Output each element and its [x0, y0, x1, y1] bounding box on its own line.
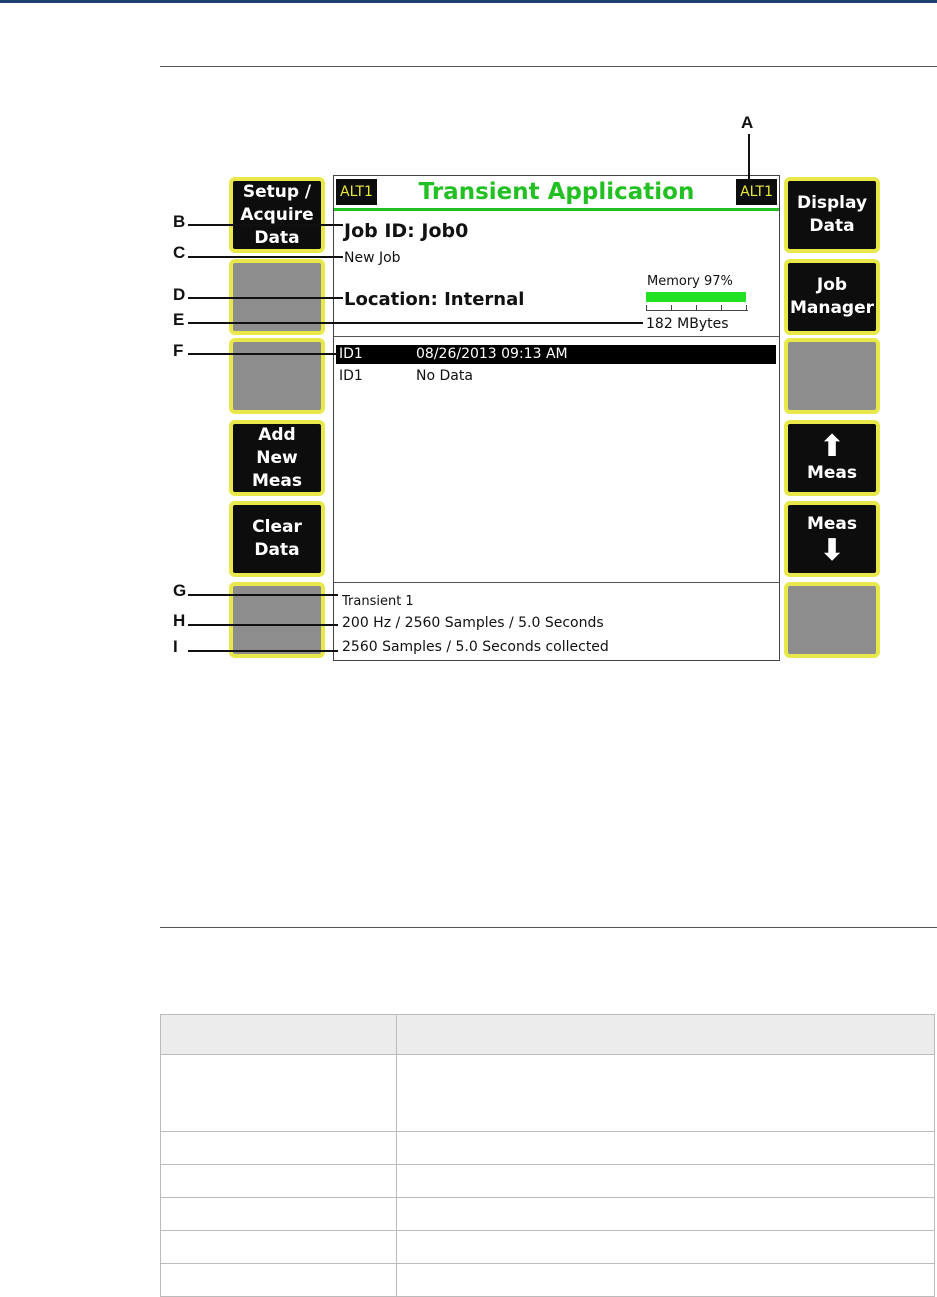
- callout-f: F: [173, 341, 184, 360]
- meas-up-key[interactable]: [784, 420, 880, 496]
- location: Location: Internal: [344, 289, 525, 310]
- key-label: Clear Data: [252, 517, 302, 560]
- display-data-key[interactable]: [784, 177, 880, 253]
- row-info: No Data: [416, 368, 473, 384]
- measurement-row-selected[interactable]: [336, 345, 776, 364]
- blank-right-key-6[interactable]: [784, 582, 880, 658]
- callout-d: D: [173, 285, 186, 304]
- callout-b: B: [173, 212, 186, 231]
- callout-d-line: [188, 297, 343, 299]
- callout-i-line: [188, 650, 338, 652]
- add-new-meas-key[interactable]: [229, 420, 325, 496]
- setup-acquire-data-key[interactable]: [229, 177, 325, 253]
- footer-divider: [334, 582, 779, 583]
- table-row: [161, 1264, 935, 1297]
- key-label: Add New Meas: [251, 424, 303, 491]
- clear-data-key[interactable]: [229, 501, 325, 577]
- page-top-rule: [0, 0, 937, 3]
- job-id: Job ID: Job0: [344, 220, 469, 242]
- arrow-down-icon: ⬇: [819, 532, 845, 568]
- alt-indicator-right: ALT1: [736, 179, 777, 205]
- callout-e: E: [173, 310, 185, 329]
- callout-h-line: [188, 624, 338, 626]
- key-label: Meas: [806, 462, 858, 483]
- figure-top-rule: [160, 66, 937, 67]
- job-name: New Job: [344, 250, 401, 266]
- table-row: [161, 1231, 935, 1264]
- blank-right-key-3[interactable]: [784, 338, 880, 414]
- key-label: Setup / Acquire Data: [240, 181, 314, 248]
- memory-scale: [646, 304, 748, 311]
- callout-f-line: [188, 353, 338, 355]
- job-manager-key[interactable]: [784, 259, 880, 335]
- divider: [334, 336, 779, 337]
- callout-g-line: [188, 594, 338, 596]
- title-bar: [334, 176, 779, 211]
- memory-bar: [646, 292, 746, 302]
- footer-meas-name: Transient 1: [342, 594, 414, 609]
- memory-size: 182 MBytes: [646, 316, 729, 332]
- row-id: ID1: [339, 368, 363, 384]
- table-row: [161, 1198, 935, 1231]
- blank-left-key-3[interactable]: [229, 338, 325, 414]
- footer-sampling: 200 Hz / 2560 Samples / 5.0 Seconds: [342, 615, 604, 631]
- callout-b-line: [188, 224, 343, 226]
- row-id: ID1: [339, 346, 363, 362]
- key-label: Meas: [806, 513, 858, 534]
- lcd-screen: [333, 175, 780, 661]
- callout-i: I: [173, 637, 178, 656]
- arrow-up-icon: ⬆: [819, 428, 845, 464]
- callout-a: A: [741, 113, 754, 132]
- table-row: [161, 1165, 935, 1198]
- table-header-cell: [161, 1015, 397, 1055]
- memory-label: Memory 97%: [647, 274, 733, 289]
- callout-c: C: [173, 243, 186, 262]
- callout-e-line: [188, 322, 643, 324]
- alt-indicator-left: ALT1: [336, 179, 377, 205]
- row-info: 08/26/2013 09:13 AM: [416, 346, 568, 362]
- callout-a-line: [748, 134, 750, 182]
- footer-collected: 2560 Samples / 5.0 Seconds collected: [342, 639, 609, 655]
- app-title: Transient Application: [418, 179, 695, 205]
- callout-c-line: [188, 256, 343, 258]
- callout-legend-table: [160, 1014, 935, 1297]
- callout-h: H: [173, 611, 186, 630]
- table-row: [161, 1132, 935, 1165]
- table-header-cell: [397, 1015, 935, 1055]
- key-label: Job Manager: [789, 275, 875, 318]
- callout-g: G: [173, 581, 187, 600]
- figure-bottom-rule: [160, 927, 937, 928]
- table-row: [161, 1055, 935, 1132]
- meas-down-key[interactable]: [784, 501, 880, 577]
- key-label: Display Data: [796, 193, 868, 236]
